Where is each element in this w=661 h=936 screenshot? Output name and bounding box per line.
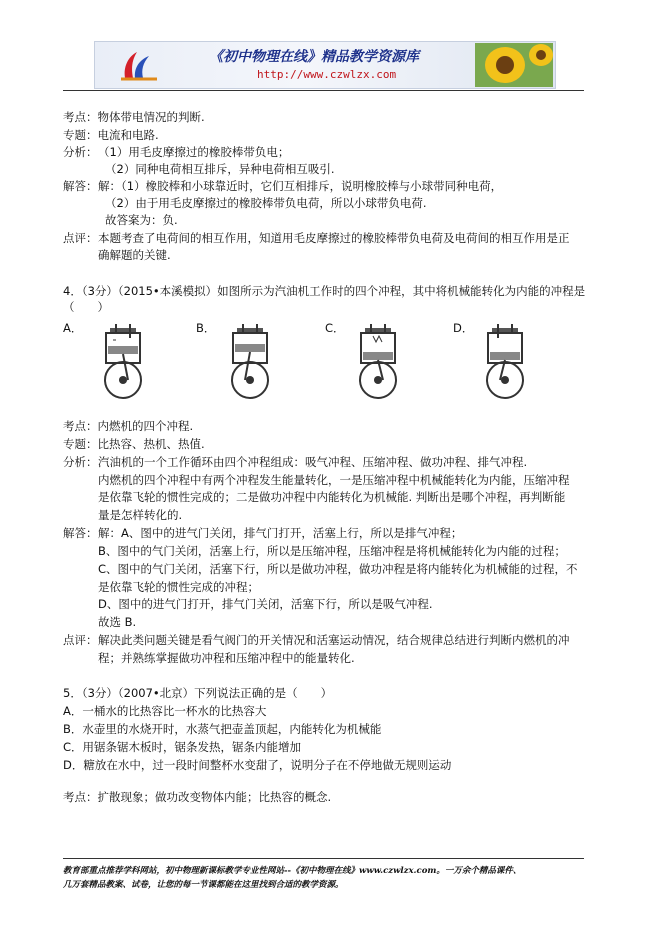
- q4-dianping-label: 点评：: [63, 633, 98, 647]
- q5-kaodian: 考点：扩散现象；做功改变物体内能；比热容的概念.: [63, 790, 332, 804]
- engine-diagram-d-icon: [470, 322, 540, 402]
- q5-option-b: B．水壶里的水烧开时，水蒸气把壶盖顶起，内能转化为机械能: [63, 722, 382, 736]
- engine-diagram-c-icon: [343, 322, 413, 402]
- footer-line-2: 几万套精品教案、试卷，让您的每一节课都能在这里找到合适的教学资源。: [63, 880, 344, 890]
- header-url[interactable]: http://www.czwlzx.com: [257, 68, 397, 81]
- q4-option-a-label: A．: [63, 321, 83, 335]
- q4-option-d-label: D．: [453, 321, 474, 335]
- q4-stem: 4．（3分）（2015•本溪模拟）如图所示为汽油机工作时的四个冲程，其中将机械能转化为内能的冲程是: [63, 284, 586, 298]
- q4-option-b-label: B．: [196, 321, 216, 335]
- header-banner: [94, 41, 556, 89]
- q4-fenxi-line: 量是怎样转化的.: [98, 508, 183, 522]
- engine-diagram-b-icon: [215, 322, 285, 402]
- q4-jieda-line: B、图中的气门关闭，活塞上行，所以是压缩冲程，压缩冲程是将机械能转化为内能的过程；: [98, 544, 566, 558]
- q5-option-d: D．糖放在水中，过一段时间整杯水变甜了，说明分子在不停地做无规则运动: [63, 758, 452, 772]
- footer-divider: [63, 858, 584, 859]
- q4-paren: （ ）: [63, 300, 109, 314]
- q5-option-c: C．用锯条锯木板时，锯条发热，锯条内能增加: [63, 740, 302, 754]
- q4-jieda-line: 故选 B.: [98, 615, 137, 629]
- q4-fenxi-line: 汽油机的一个工作循环由四个冲程组成：吸气冲程、压缩冲程、做功冲程、排气冲程.: [98, 455, 528, 469]
- q5-stem: 5．（3分）（2007•北京）下列说法正确的是（ ）: [63, 686, 333, 700]
- q4-jieda-line: 是依靠飞轮的惯性完成的冲程；: [98, 580, 259, 594]
- q4-fenxi-label: 分析：: [63, 455, 98, 469]
- q4-option-c-label: C．: [325, 321, 345, 335]
- q3-fenxi-line: （1）用毛皮摩擦过的橡胶棒带负电；: [98, 145, 290, 159]
- q4-jieda-line: C、图中的气门关闭，活塞下行，所以是做功冲程，做功冲程是将内能转化为机械能的过程，不: [98, 562, 578, 576]
- q4-kaodian: 考点：内燃机的四个冲程.: [63, 419, 194, 433]
- sunflower-icon: [475, 43, 553, 87]
- q3-jieda-line: （2）由于用毛皮摩擦过的橡胶棒带负电荷，所以小球带负电荷.: [105, 196, 427, 210]
- q4-zhuanti: 专题：比热容、热机、热值.: [63, 437, 205, 451]
- q3-dianping-line: 确解题的关键.: [98, 248, 171, 262]
- q3-jieda-line: 解：（1）橡胶棒和小球靠近时，它们互相排斥，说明橡胶棒与小球带同种电荷，: [98, 179, 503, 193]
- q4-jieda-line: 解：A、图中的进气门关闭，排气门打开，活塞上行，所以是排气冲程；: [98, 526, 463, 540]
- q3-kaodian: 考点：物体带电情况的判断.: [63, 110, 205, 124]
- q3-fenxi-line: （2）同种电荷相互排斥，异种电荷相互吸引.: [105, 162, 335, 176]
- q3-fenxi-label: 分析：: [63, 145, 98, 159]
- footer-line-1: 教育部重点推荐学科网站，初中物理新课标教学专业性网站--《初中物理在线》www.czwlzx.com。一万余个精品课件、: [63, 866, 522, 876]
- q3-dianping-label: 点评：: [63, 231, 98, 245]
- q4-fenxi-line: 是依靠飞轮的惯性完成的；二是做功冲程中内能转化为机械能. 判断出是哪个冲程，再判断能: [98, 490, 566, 504]
- header-title: 《初中物理在线》精品教学资源库: [209, 49, 419, 65]
- site-logo-icon: [119, 48, 159, 82]
- q4-jieda-line: D、图中的进气门打开，排气门关闭，活塞下行，所以是吸气冲程.: [98, 597, 433, 611]
- q4-dianping-line: 程；并熟练掌握做功冲程和压缩冲程中的能量转化.: [98, 651, 355, 665]
- q3-dianping-line: 本题考查了电荷间的相互作用，知道用毛皮摩擦过的橡胶棒带负电荷及电荷间的相互作用是正: [98, 231, 570, 245]
- q4-fenxi-line: 内燃机的四个冲程中有两个冲程发生能量转化，一是压缩冲程中机械能转化为内能，压缩冲程: [98, 473, 570, 487]
- q5-option-a: A．一桶水的比热容比一杯水的比热容大: [63, 704, 267, 718]
- q3-jieda-line: 故答案为：负.: [105, 213, 178, 227]
- header-divider: [63, 90, 584, 91]
- q4-dianping-line: 解决此类问题关键是看气阀门的开关情况和活塞运动情况，结合规律总结进行判断内燃机的冲: [98, 633, 570, 647]
- q3-zhuanti: 专题：电流和电路.: [63, 128, 159, 142]
- q3-jieda-label: 解答：: [63, 179, 98, 193]
- engine-diagram-a-icon: [88, 322, 158, 402]
- q4-jieda-label: 解答：: [63, 526, 98, 540]
